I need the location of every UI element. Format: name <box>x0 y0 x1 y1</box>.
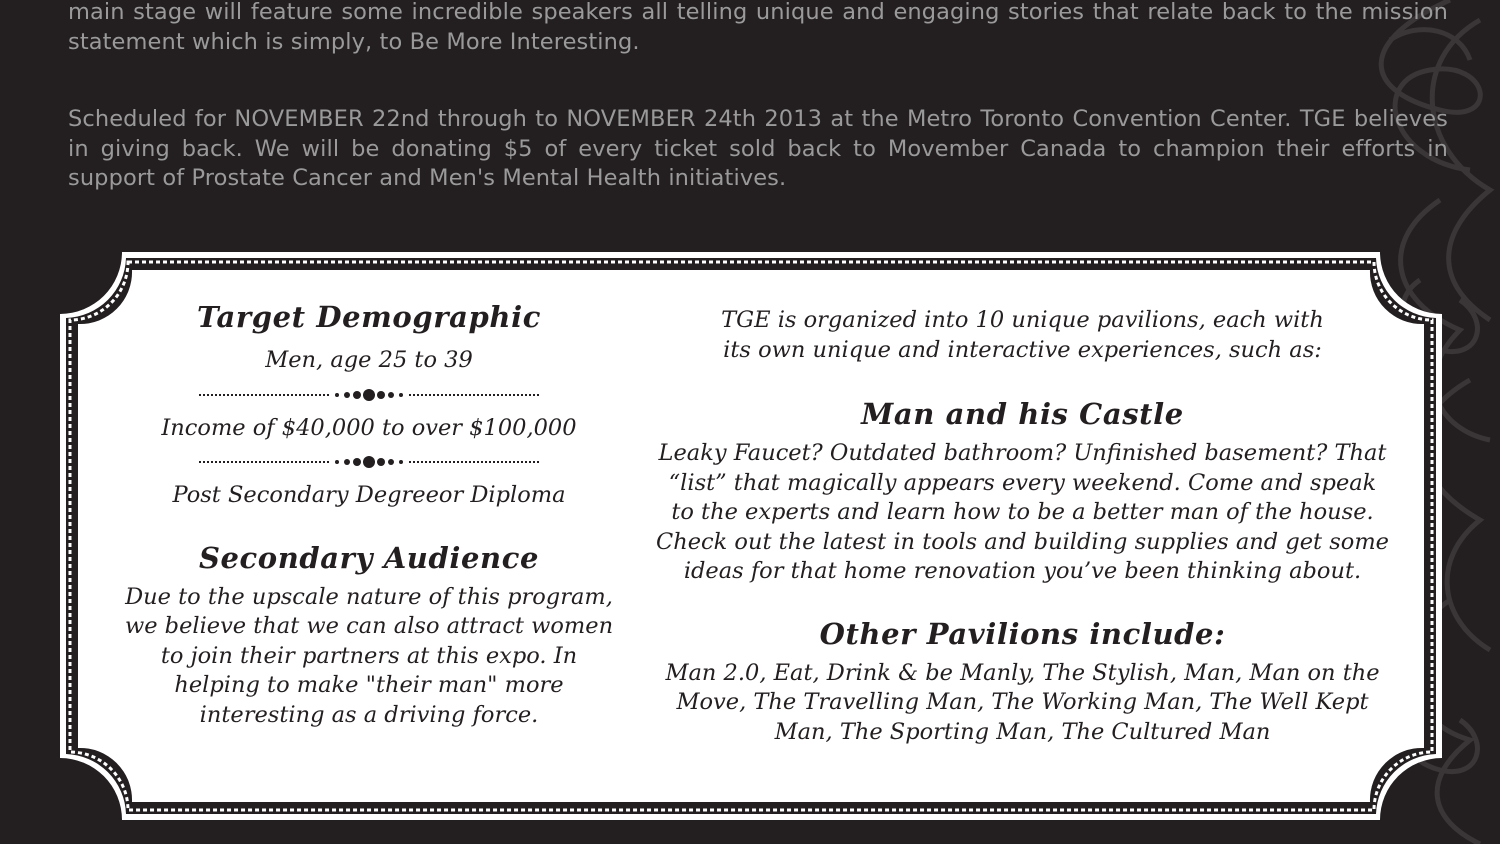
intro-text-2: Scheduled for NOVEMBER 22nd through to NOVEMBER 24th 2013 at the Metro Toronto Convention Center. TGE believes in giving back. We will be donating $5 of every ticket sold back to Movember Canada to champion their efforts in support of Prostate Cancer and Men's Mental Health initiatives. <box>68 106 1448 191</box>
education-text: Post Secondary Degreeor Diploma <box>172 482 566 508</box>
age-range-text: Men, age 25 to 39 <box>265 347 473 373</box>
man-and-his-castle-heading: Man and his Castle <box>861 397 1184 431</box>
man-and-his-castle-body: Leaky Faucet? Outdated bathroom? Unfinished basement? That “list” that magically appears every weekend. Come and speak to the experts and learn how to be a better man of the house. Check out the latest in tools and building supplies and get some ideas for that home renovation you’ve been thinking about. <box>656 440 1389 584</box>
target-demographic-heading: Target Demographic <box>197 300 541 334</box>
intro-paragraph-1 <box>68 0 1448 57</box>
pavilions-intro-text: TGE is organized into 10 unique pavilions, each with its own unique and interactive experiences, such as: <box>721 307 1324 363</box>
ornamental-divider-1 <box>199 386 539 404</box>
income-range-text: Income of $40,000 to over $100,000 <box>161 414 577 441</box>
ornamental-divider-2 <box>199 453 539 471</box>
target-demographic-section <box>110 300 628 730</box>
other-pavilions-list: Man 2.0, Eat, Drink & be Manly, The Stylish, Man, Man on the Move, The Travelling Man, The Working Man, The Well Kept Man, The Sporting Man, The Cultured Man <box>665 659 1380 745</box>
intro-text-1: main stage will feature some incredible speakers all telling unique and engaging stories that relate back to the mission statement which is simply, to Be More Interesting. <box>68 0 1448 55</box>
secondary-audience-heading: Secondary Audience <box>198 540 540 575</box>
secondary-audience-body: Due to the upscale nature of this program, we believe that we can also attract women to join their partners at this expo. In helping to make "their man" more interesting as a driving force. <box>124 583 614 728</box>
pavilions-section <box>655 306 1390 747</box>
intro-paragraph-2 <box>68 105 1448 194</box>
other-pavilions-heading: Other Pavilions include: <box>819 616 1226 651</box>
